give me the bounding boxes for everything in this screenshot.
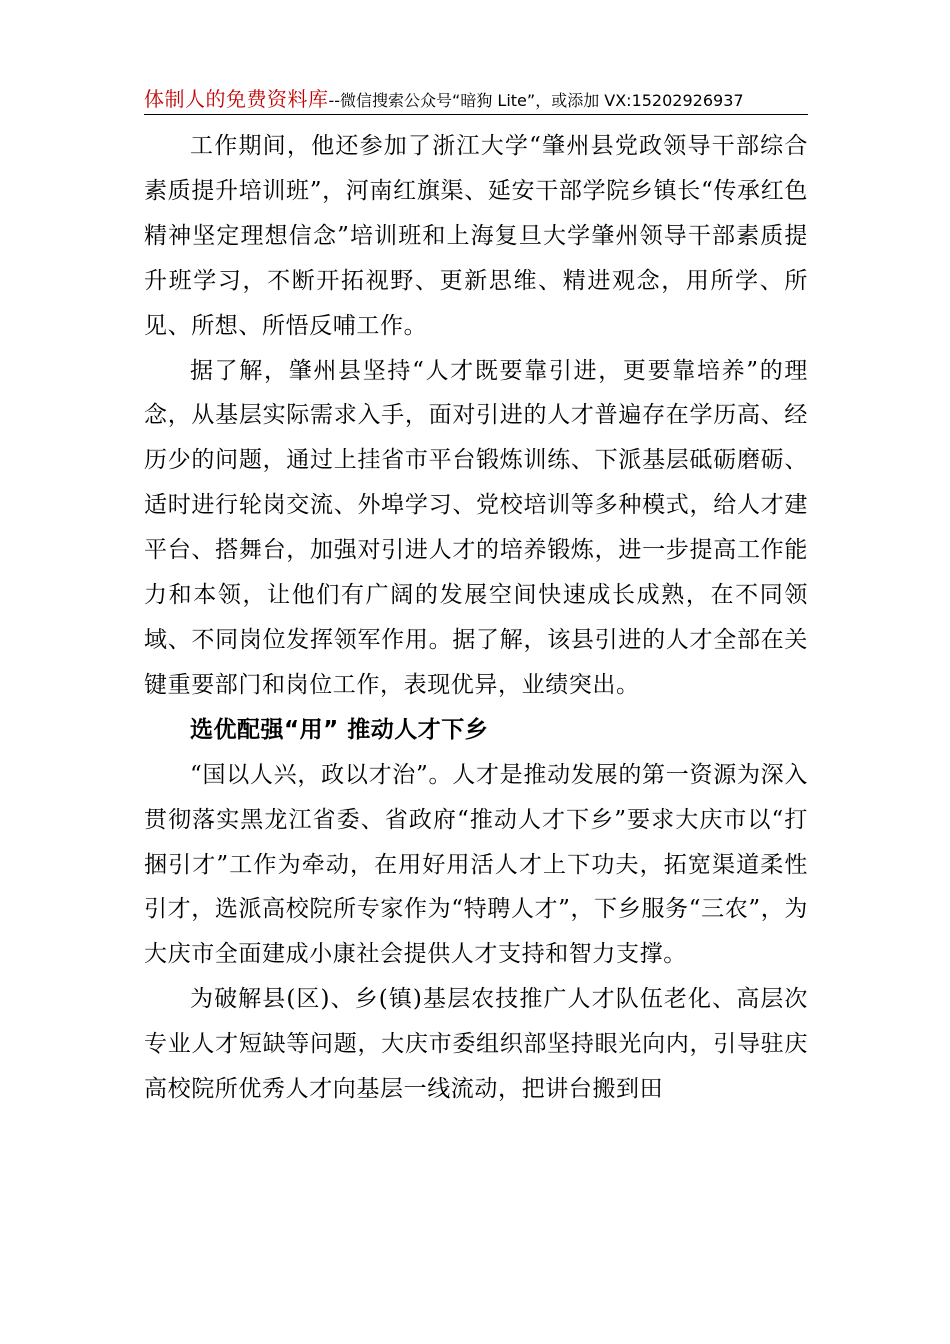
paragraph-talent-cultivation: 据了解，肇州县坚持“人才既要靠引进，更要靠培养”的理念，从基层实际需求入手，面对引进的人才普遍存在学历高、经历少的问题，通过上挂省市平台锻炼训练、下派基层砥砺磨砺、适时进行轮岗交流、外埠学习、党校培训等多种模式，给人才建平台、搭舞台，加强对引进人才的培养锻炼，进一步提高工作能力和本领，让他们有广阔的发展空间快速成长成熟，在不同领域、不同岗位发挥领军作用。据了解，该县引进的人才全部在关键重要部门和岗位工作，表现优异，业绩突出。 (144, 357, 808, 698)
header-divider (144, 114, 808, 115)
paragraph-training: 工作期间，他还参加了浙江大学“肇州县党政领导干部综合素质提升培训班”，河南红旗渠、延安干部学院乡镇长“传承红色精神坚定理想信念”培训班和上海复旦大学肇州领导干部素质提升班学习，不断开拓视野、更新思维、精进观念，用所学、所见、所想、所悟反哺工作。 (144, 133, 808, 339)
section-heading: 选优配强“用” 推动人才下乡 (190, 716, 489, 743)
paragraph-talent-to-countryside: “国以人兴，政以才治”。人才是推动发展的第一资源为深入贯彻落实黑龙江省委、省政府“推动人才下乡”要求大庆市以“打捆引才”工作为牵动，在用好用活人才上下功夫，拓宽渠道柔性引才，选派高校院所专家作为“特聘人才”，下乡服务“三农”，为大庆市全面建成小康社会提供人才支持和智力支撑。 (144, 761, 808, 968)
page-header (144, 83, 808, 113)
document-body (144, 124, 808, 1112)
header-brand: 体制人的免费资料库 (144, 87, 329, 111)
header-tagline: --微信搜索公众号“暗狗 Lite”，或添加 VX:15202926937 (328, 91, 744, 110)
paragraph-grassroots-agritech: 为破解县(区)、乡(镇)基层农技推广人才队伍老化、高层次专业人才短缺等问题，大庆市委组织部坚持眼光向内，引导驻庆高校院所优秀人才向基层一线流动，把讲台搬到田 (144, 986, 808, 1103)
